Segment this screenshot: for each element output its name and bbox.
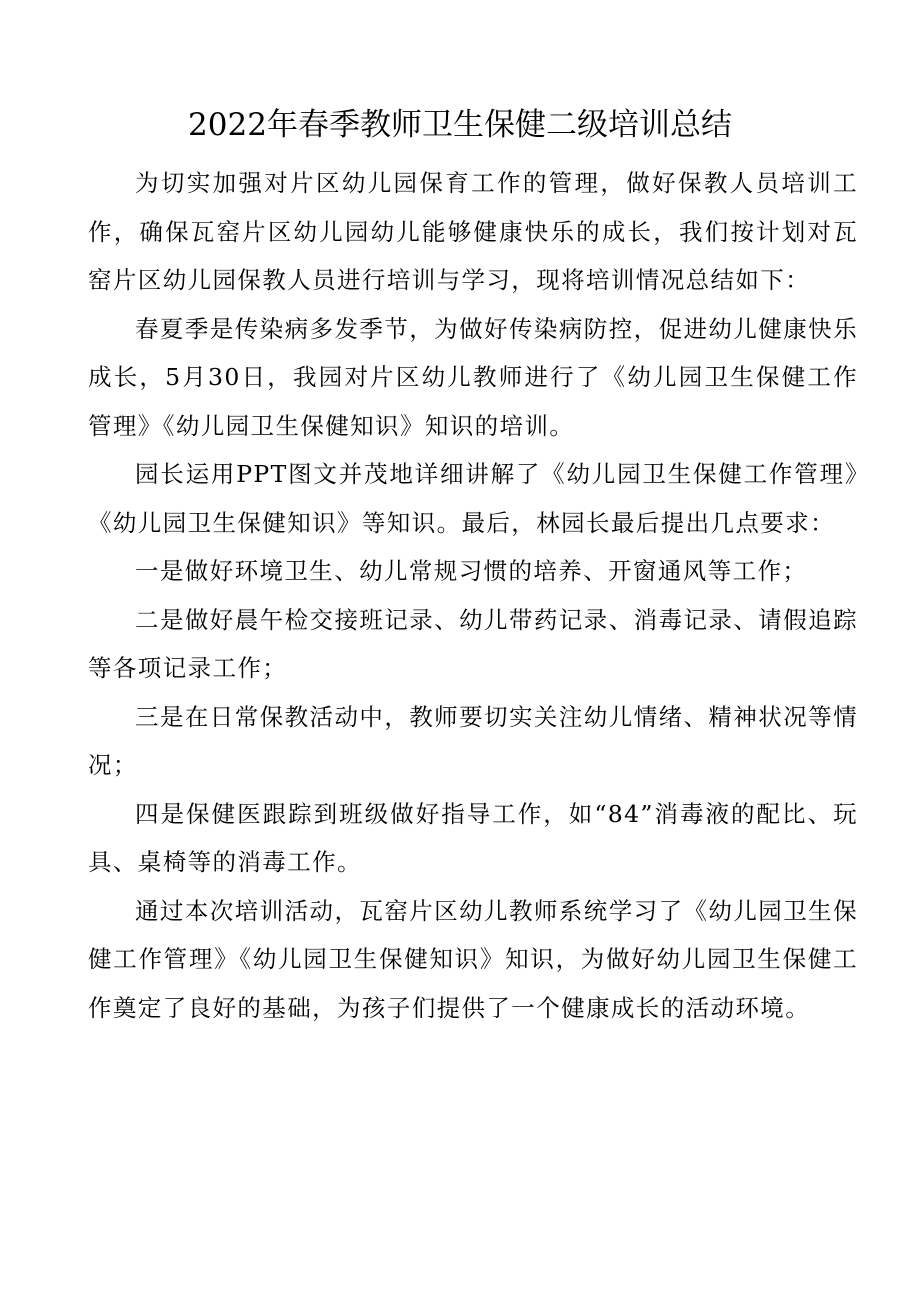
paragraph-requirement-3: 三是在日常保教活动中，教师要切实关注幼儿情绪、精神状况等情况； xyxy=(88,702,858,779)
paragraph-requirement-1: 一是做好环境卫生、幼儿常规习惯的培养、开窗通风等工作； xyxy=(135,557,808,585)
paragraph-conclusion: 通过本次培训活动，瓦窑片区幼儿教师系统学习了《幼儿园卫生保健工作管理》《幼儿园卫生保健知识》知识，为做好幼儿园卫生保健工作奠定了良好的基础，为孩子们提供了一个健康成长的活动环境。 xyxy=(88,896,858,1022)
paragraph-ppt-lecture: 园长运用PPT图文并茂地详细讲解了《幼儿园卫生保健工作管理》《幼儿园卫生保健知识》等知识。最后，林园长最后提出几点要求： xyxy=(88,460,858,537)
paragraph-requirement-4: 四是保健医跟踪到班级做好指导工作，如“84”消毒液的配比、玩具、桌椅等的消毒工作。 xyxy=(88,799,858,876)
paragraph-training-date: 春夏季是传染病多发季节，为做好传染病防控，促进幼儿健康快乐成长，5月30日，我园对片区幼儿教师进行了《幼儿园卫生保健工作管理》《幼儿园卫生保健知识》知识的培训。 xyxy=(88,314,858,440)
document-body xyxy=(88,159,858,1032)
paragraph-intro: 为切实加强对片区幼儿园保育工作的管理，做好保教人员培训工作，确保瓦窑片区幼儿园幼儿能够健康快乐的成长，我们按计划对瓦窑片区幼儿园保教人员进行培训与学习，现将培训情况总结如下： xyxy=(88,169,858,294)
document-title: 2022年春季教师卫生保健二级培训总结 xyxy=(188,107,732,143)
paragraph-requirement-2: 二是做好晨午检交接班记录、幼儿带药记录、消毒记录、请假追踪等各项记录工作； xyxy=(88,605,858,682)
